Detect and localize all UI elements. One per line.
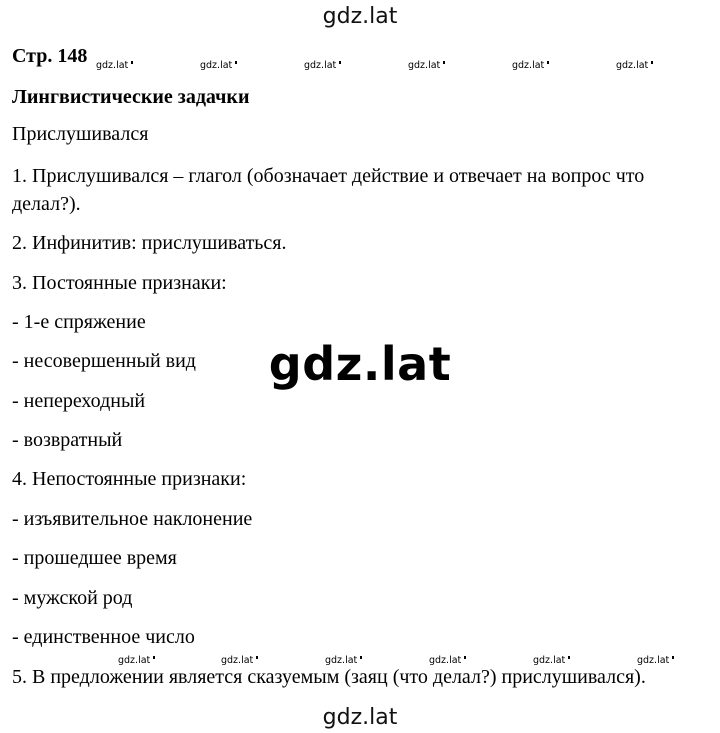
watermark-small: gdz.lat (637, 655, 674, 666)
watermark-top: gdz.lat (322, 4, 398, 29)
text-line: - возвратный (12, 429, 123, 451)
text-line: - несовершенный вид (12, 350, 196, 372)
text-line: 1. Прислушивался – глагол (обозначает действие и отвечает на вопрос что (12, 165, 645, 187)
watermark-center: gdz.lat (268, 337, 452, 391)
watermark-small: gdz.lat (616, 60, 653, 71)
watermark-small: gdz.lat (200, 60, 237, 71)
section-heading: Лингвистические задачки (12, 86, 250, 108)
watermark-small: gdz.lat (96, 60, 133, 71)
text-line: 3. Постоянные признаки: (12, 272, 227, 294)
word-line: Прислушивался (12, 123, 149, 145)
text-line: - прошедшее время (12, 547, 177, 569)
text-line: 4. Непостоянные признаки: (12, 468, 247, 490)
text-line: - 1-е спряжение (12, 311, 146, 333)
text-line: - единственное число (12, 626, 195, 648)
watermark-small: gdz.lat (408, 60, 445, 71)
text-line: делал?). (12, 193, 81, 215)
watermark-small: gdz.lat (118, 655, 155, 666)
watermark-small: gdz.lat (325, 655, 362, 666)
text-line: 2. Инфинитив: прислушиваться. (12, 232, 287, 254)
page-title: Стр. 148 (12, 45, 88, 67)
text-line: - непереходный (12, 390, 146, 412)
watermark-small: gdz.lat (221, 655, 258, 666)
watermark-small: gdz.lat (304, 60, 341, 71)
text-line: - изъявительное наклонение (12, 508, 253, 530)
text-line: 5. В предложении является сказуемым (заяц (что делал?) прислушивался). (12, 666, 646, 688)
text-line: - мужской род (12, 587, 133, 609)
watermark-small: gdz.lat (429, 655, 466, 666)
watermark-small: gdz.lat (533, 655, 570, 666)
watermark-small: gdz.lat (512, 60, 549, 71)
watermark-bottom: gdz.lat (322, 705, 398, 730)
